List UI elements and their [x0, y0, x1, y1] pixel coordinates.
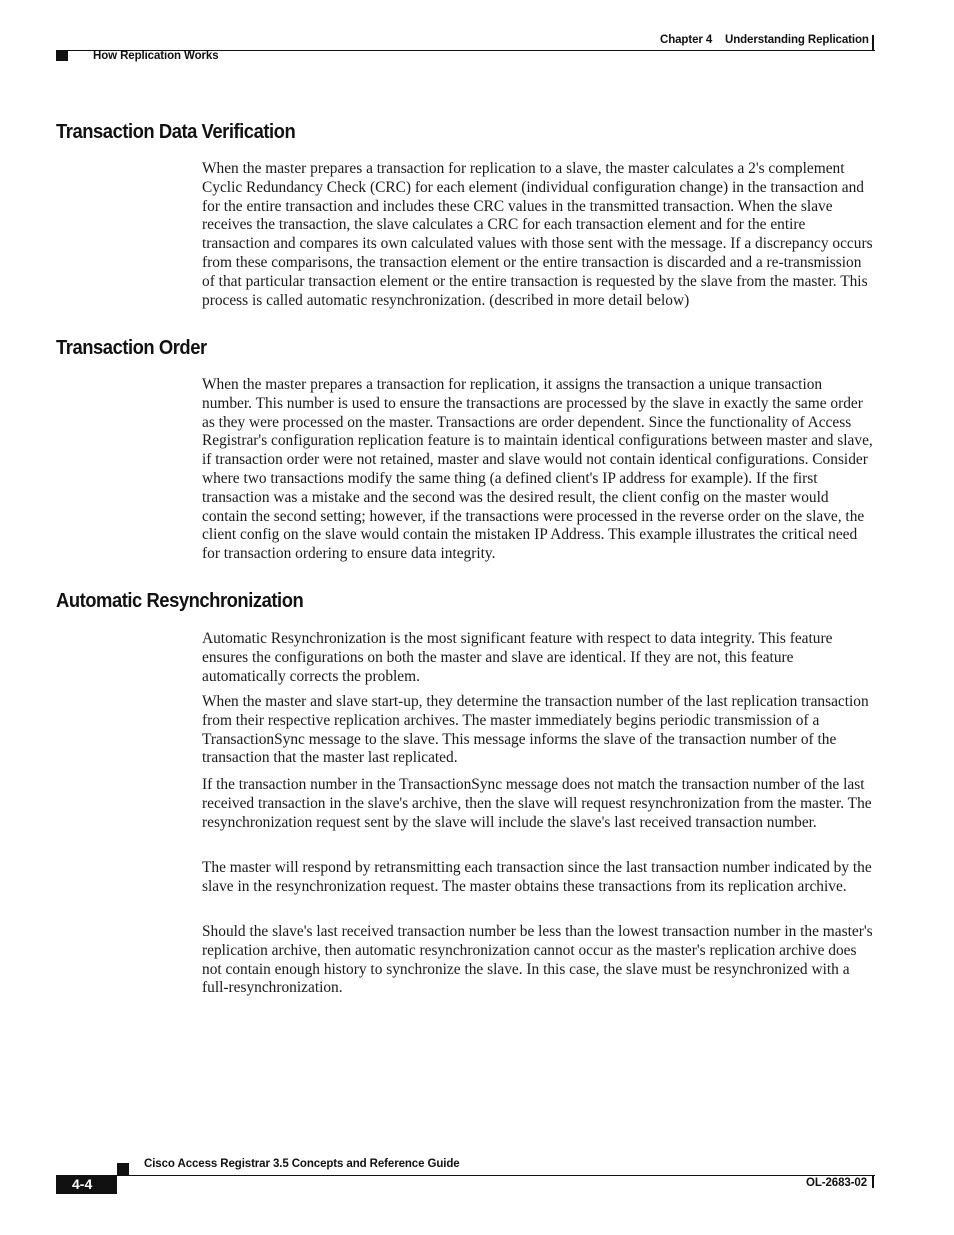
paragraph: If the transaction number in the TransactionSync message does not match the transaction number of the last received transaction in the slave's archive, then the slave will request resynchronization from the master. The resynchronization request sent by the slave will include the slave's last received transaction number. [202, 776, 872, 831]
heading-automatic-resynchronization: Automatic Resynchronization [56, 590, 304, 612]
page-number: 4-4 [72, 1176, 93, 1192]
header-chapter: Chapter 4 [660, 34, 713, 46]
paragraph: Should the slave's last received transaction number be less than the lowest transaction number in the master's replication archive, then automatic resynchronization cannot occur as the master's replication archive does not contain enough history to synchronize the slave. In this case, the slave must be resynchronized with a full-resynchronization. [202, 923, 873, 997]
paragraph: When the master prepares a transaction for replication to a slave, the master calculates a 2's complement Cyclic Redundancy Check (CRC) for each element (individual configuration change) in the transaction and for the entire transaction and includes these CRC values in the transmitted transaction. When the slave receives the transaction, the slave calculates a CRC for each transaction element and for the entire transaction and compares its own calculated values with those sent with the message. If a discrepancy occurs from these comparisons, the transaction element or the entire transaction is discarded and a re-transmission of that particular transaction element or the entire transaction is requested by the slave from the master. This process is called automatic resynchronization. (described in more detail below) [202, 160, 873, 309]
paragraph: When the master and slave start-up, they determine the transaction number of the last replication transaction from their respective replication archives. The master immediately begins periodic transmission of a TransactionSync message to the slave. This message informs the slave of the transaction number of the transaction that the master last replicated. [202, 693, 869, 767]
paragraph: When the master prepares a transaction for replication, it assigns the transaction a unique transaction number. This number is used to ensure the transactions are processed by the slave in exactly the same order as they were processed on the master. Transactions are order dependent. Since the functionality of Access Registrar's configuration replication feature is to maintain identical configurations between master and slave, if transaction order were not retained, master and slave would not contain identical configurations. Consider where two transactions modify the same thing (a defined client's IP address for example). If the first transaction was a mistake and the second was the desired result, the client config on the master would contain the second setting; however, if the transactions were processed in the reverse order on the slave, the client config on the slave would contain the mistaken IP Address. This example illustrates the critical need for transaction ordering to ensure data integrity. [202, 376, 873, 563]
paragraph: The master will respond by retransmitting each transaction since the last transaction number indicated by the slave in the resynchronization request. The master obtains these transactions from its replication archive. [202, 859, 872, 895]
header-chapter-title: Understanding Replication [725, 34, 869, 46]
footer-block-mark [117, 1163, 129, 1175]
header-section: How Replication Works [93, 50, 219, 62]
header-rule-mark [872, 35, 874, 51]
header-block-mark [56, 51, 68, 61]
footer-doc-number: OL-2683-02 [806, 1177, 868, 1189]
heading-transaction-data-verification: Transaction Data Verification [56, 121, 296, 143]
footer-rule-mark [872, 1175, 874, 1188]
footer-guide-title: Cisco Access Registrar 3.5 Concepts and Reference Guide [144, 1158, 460, 1170]
paragraph: Automatic Resynchronization is the most significant feature with respect to data integrity. This feature ensures the configurations on both the master and slave are identical. If they are not, this feature automatically corrects the problem. [202, 630, 833, 685]
heading-transaction-order: Transaction Order [56, 337, 207, 359]
footer-rule [117, 1175, 875, 1176]
